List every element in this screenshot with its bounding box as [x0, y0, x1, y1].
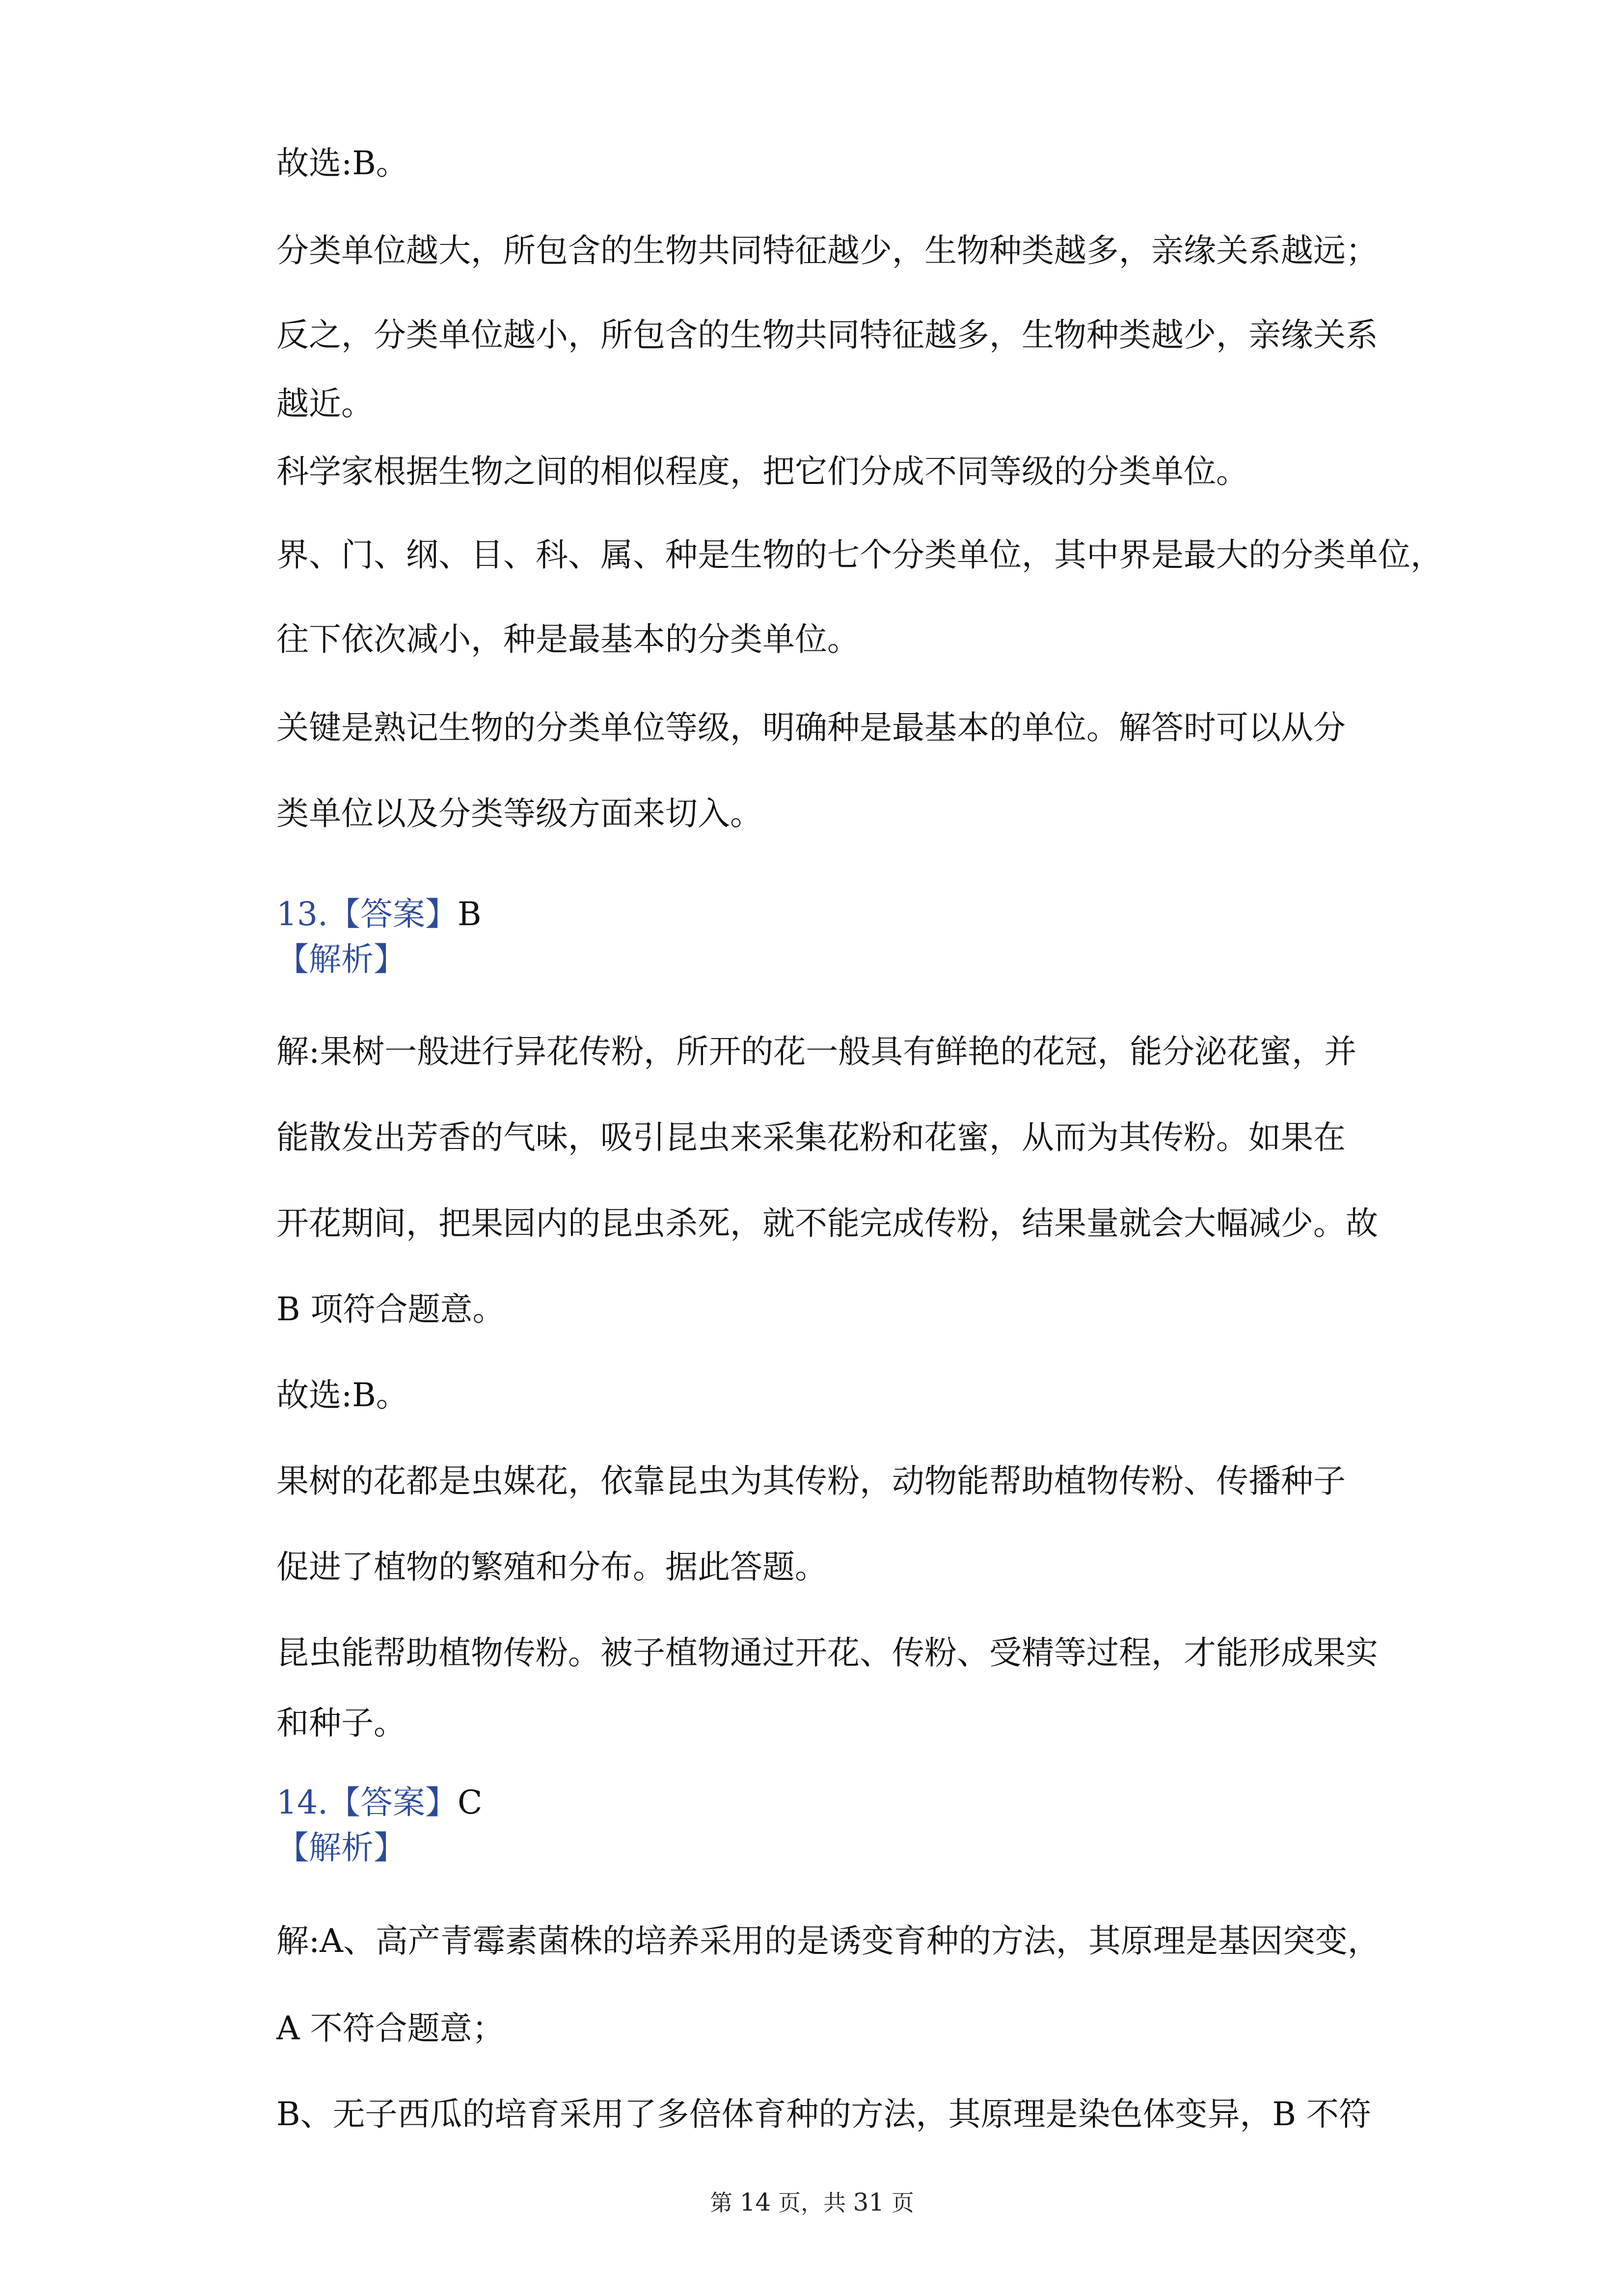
footer-suffix: 页 — [891, 2189, 914, 2216]
text-line: 反之，分类单位越小，所包含的生物共同特征越多，生物种类越少，亲缘关系 — [276, 316, 1378, 354]
text-line: 界、门、纲、目、科、属、种是生物的七个分类单位，其中界是最大的分类单位， — [276, 536, 1443, 574]
text-line: 果树的花都是虫媒花，依靠昆虫为其传粉，动物能帮助植物传粉、传播种子 — [276, 1462, 1346, 1500]
text-line: 昆虫能帮助植物传粉。被子植物通过开花、传粉、受精等过程，才能形成果实 — [276, 1634, 1378, 1672]
text-line: 促进了植物的繁殖和分布。据此答题。 — [276, 1548, 827, 1586]
question-number: 13. — [276, 895, 328, 933]
text-line: 和种子。 — [276, 1704, 406, 1742]
question-13-answer — [276, 895, 482, 933]
question-14-answer — [276, 1784, 483, 1821]
text-line: 解:A、高产青霉素菌株的培养采用的是诱变育种的方法，其原理是基因突变， — [276, 1922, 1380, 1960]
answer-value: B — [457, 895, 482, 933]
text-line: 分类单位越大，所包含的生物共同特征越少，生物种类越多，亲缘关系越远； — [276, 232, 1378, 269]
text-line: 类单位以及分类等级方面来切入。 — [276, 795, 762, 832]
page-footer — [0, 2185, 1624, 2217]
text-line: 关键是熟记生物的分类单位等级，明确种是最基本的单位。解答时可以从分 — [276, 709, 1346, 747]
footer-prefix: 第 — [710, 2189, 733, 2216]
text-line: 科学家根据生物之间的相似程度，把它们分成不同等级的分类单位。 — [276, 453, 1248, 490]
text-line: B、无子西瓜的培育采用了多倍体育种的方法，其原理是染色体变异，B 不符 — [276, 2095, 1371, 2133]
text-line: 故选:B。 — [276, 1376, 408, 1414]
answer-tag: 【答案】 — [327, 1784, 458, 1821]
footer-middle: 页，共 — [778, 2189, 846, 2216]
text-line: 故选:B。 — [276, 144, 408, 182]
analysis-tag: 【解析】 — [276, 1829, 406, 1867]
text-line: B 项符合题意。 — [276, 1290, 505, 1328]
text-line: 解:果树一般进行异花传粉，所开的花一般具有鲜艳的花冠，能分泌花蜜，并 — [276, 1033, 1357, 1070]
text-line: 越近。 — [276, 385, 374, 423]
text-line: 能散发出芳香的气味，吸引昆虫来采集花粉和花蜜，从而为其传粉。如果在 — [276, 1119, 1346, 1156]
answer-value: C — [457, 1784, 483, 1821]
page-total: 31 — [853, 2188, 885, 2216]
page-number: 14 — [739, 2188, 771, 2216]
text-line: 往下依次减小，种是最基本的分类单位。 — [276, 620, 860, 658]
text-line: 开花期间，把果园内的昆虫杀死，就不能完成传粉，结果量就会大幅减少。故 — [276, 1204, 1378, 1242]
text-line: A 不符合题意； — [276, 2009, 505, 2047]
question-number: 14. — [276, 1784, 328, 1821]
answer-tag: 【答案】 — [327, 895, 458, 933]
analysis-tag: 【解析】 — [276, 940, 406, 978]
